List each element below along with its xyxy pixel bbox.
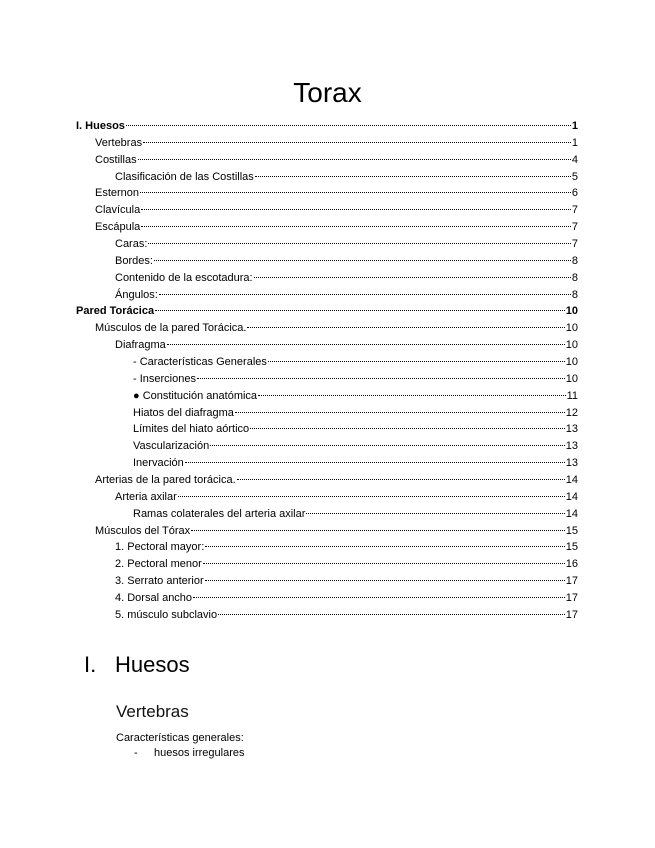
toc-entry-page: 14 <box>565 507 578 520</box>
toc-entry-page: 6 <box>571 187 578 200</box>
toc-entry-page: 11 <box>566 389 578 402</box>
toc-dot-leader <box>258 395 566 396</box>
section-heading <box>84 651 190 679</box>
toc-entry-page: 15 <box>565 541 578 554</box>
toc-dot-leader <box>178 496 565 497</box>
toc-entry-label: - Inserciones <box>133 372 196 385</box>
toc-entry-label: 4. Dorsal ancho <box>115 592 193 605</box>
toc-dot-leader <box>250 428 565 429</box>
toc-entry[interactable] <box>76 489 578 506</box>
toc-dot-leader <box>268 361 565 362</box>
toc-entry-label: Pared Torácica <box>76 305 155 318</box>
toc-entry[interactable] <box>76 253 578 270</box>
toc-entry[interactable] <box>76 438 578 455</box>
toc-entry-label: Diafragma <box>115 339 166 352</box>
table-of-contents <box>76 118 578 624</box>
toc-dot-leader <box>205 546 564 547</box>
toc-entry[interactable] <box>76 337 578 354</box>
toc-dot-leader <box>235 412 565 413</box>
toc-entry-page: 4 <box>571 153 578 166</box>
toc-entry-label: Músculos de la pared Torácica. <box>95 322 247 335</box>
toc-dot-leader <box>138 159 571 160</box>
toc-entry-page: 7 <box>571 238 578 251</box>
toc-entry-page: 16 <box>565 558 578 571</box>
toc-entry[interactable] <box>76 185 578 202</box>
bullet-text: huesos irregulares <box>154 747 245 759</box>
toc-entry-label: 2. Pectoral menor <box>115 558 202 571</box>
toc-dot-leader <box>191 530 565 531</box>
toc-entry-page: 14 <box>565 474 578 487</box>
toc-entry-page: 10 <box>565 305 578 318</box>
toc-entry-label: Vascularización <box>133 440 210 453</box>
toc-entry-page: 10 <box>565 356 578 369</box>
toc-entry-label: Inervación <box>133 457 184 470</box>
toc-dot-leader <box>306 513 564 514</box>
toc-dot-leader <box>143 142 571 143</box>
toc-entry-label: Clasificación de las Costillas <box>115 170 254 183</box>
toc-entry[interactable] <box>76 590 578 607</box>
toc-entry[interactable] <box>76 556 578 573</box>
toc-entry-label: Vertebras <box>95 136 143 149</box>
toc-dot-leader <box>140 192 571 193</box>
toc-entry[interactable] <box>76 573 578 590</box>
toc-dot-leader <box>159 294 571 295</box>
toc-entry-label: 5. músculo subclavio <box>115 608 218 621</box>
toc-entry-page: 15 <box>565 524 578 537</box>
toc-dot-leader <box>141 209 571 210</box>
toc-entry[interactable] <box>76 455 578 472</box>
toc-dot-leader <box>254 277 571 278</box>
toc-entry-label: Ramas colaterales del arteria axilar <box>133 507 306 520</box>
toc-entry-page: 1 <box>571 136 578 149</box>
toc-entry-page: 10 <box>565 372 578 385</box>
toc-entry[interactable] <box>76 270 578 287</box>
toc-entry[interactable] <box>76 236 578 253</box>
subsection-heading: Vertebras <box>116 702 189 721</box>
toc-dot-leader <box>247 327 564 328</box>
toc-entry-page: 17 <box>565 592 578 605</box>
toc-entry-page: 13 <box>565 423 578 436</box>
paragraph-text: Características generales: <box>116 732 244 744</box>
toc-entry-label: Ángulos: <box>115 288 158 301</box>
toc-entry[interactable] <box>76 135 578 152</box>
toc-entry-label: Arterias de la pared torácica. <box>95 474 236 487</box>
toc-dot-leader <box>148 243 570 244</box>
toc-entry-label: Músculos del Tórax <box>95 524 191 537</box>
toc-entry[interactable] <box>76 303 578 320</box>
toc-entry-label: 1. Pectoral mayor: <box>115 541 205 554</box>
toc-dot-leader <box>126 125 571 126</box>
toc-dot-leader <box>210 445 565 446</box>
toc-entry-page: 1 <box>571 120 578 132</box>
toc-entry-label: Contenido de la escotadura: <box>115 271 253 284</box>
toc-entry[interactable] <box>76 506 578 523</box>
toc-entry[interactable] <box>76 202 578 219</box>
toc-entry-page: 17 <box>565 575 578 588</box>
toc-entry-label: 3. Serrato anterior <box>115 575 204 588</box>
toc-dot-leader <box>185 462 565 463</box>
toc-entry-page: 13 <box>565 440 578 453</box>
toc-entry[interactable] <box>76 388 578 405</box>
toc-dot-leader <box>255 176 571 177</box>
bullet-mark: - <box>134 747 138 759</box>
toc-entry-label: Costillas <box>95 153 137 166</box>
toc-dot-leader <box>155 310 565 311</box>
toc-entry-page: 12 <box>565 406 578 419</box>
toc-entry-label: Arteria axilar <box>115 490 177 503</box>
toc-dot-leader <box>205 580 565 581</box>
toc-dot-leader <box>141 226 571 227</box>
toc-entry-label: Caras: <box>115 238 148 251</box>
section-number: I. <box>84 652 97 677</box>
toc-entry[interactable] <box>76 523 578 540</box>
toc-entry-page: 10 <box>565 322 578 335</box>
toc-entry[interactable] <box>76 118 578 135</box>
toc-entry[interactable] <box>76 539 578 556</box>
toc-entry[interactable] <box>76 421 578 438</box>
toc-entry-page: 14 <box>565 490 578 503</box>
toc-entry-label: Esternon <box>95 187 140 200</box>
toc-entry-page: 7 <box>571 204 578 217</box>
toc-dot-leader <box>237 479 565 480</box>
toc-entry-label: Bordes: <box>115 254 153 267</box>
toc-entry-page: 8 <box>571 288 578 301</box>
bullet-item <box>134 746 245 761</box>
toc-entry[interactable] <box>76 371 578 388</box>
toc-entry-page: 7 <box>571 221 578 234</box>
toc-entry-label: ● Constitución anatómica <box>133 389 258 402</box>
toc-entry-label: Clavícula <box>95 204 141 217</box>
toc-entry-page: 13 <box>565 457 578 470</box>
toc-dot-leader <box>193 597 565 598</box>
toc-entry[interactable] <box>76 287 578 304</box>
toc-entry-page: 8 <box>571 271 578 284</box>
document-title: Torax <box>293 77 362 108</box>
toc-entry[interactable] <box>76 320 578 337</box>
toc-entry-label: - Características Generales <box>133 356 267 369</box>
toc-entry-page: 17 <box>565 608 578 621</box>
toc-entry-page: 5 <box>571 170 578 183</box>
toc-entry-label: Escápula <box>95 221 141 234</box>
toc-dot-leader <box>167 344 565 345</box>
toc-entry[interactable] <box>76 152 578 169</box>
toc-dot-leader <box>218 614 565 615</box>
toc-entry-label: I. Huesos <box>76 120 125 132</box>
toc-entry-page: 10 <box>565 339 578 352</box>
toc-entry-label: Límites del hiato aórtico <box>133 423 250 436</box>
toc-entry-page: 8 <box>571 254 578 267</box>
toc-entry[interactable] <box>76 219 578 236</box>
toc-dot-leader <box>203 563 565 564</box>
toc-entry[interactable] <box>76 169 578 186</box>
toc-entry[interactable] <box>76 405 578 422</box>
toc-entry-label: Hiatos del diafragma <box>133 406 234 419</box>
toc-dot-leader <box>197 378 565 379</box>
toc-entry[interactable] <box>76 607 578 624</box>
toc-entry[interactable] <box>76 472 578 489</box>
toc-entry[interactable] <box>76 354 578 371</box>
section-title: Huesos <box>115 652 190 677</box>
toc-dot-leader <box>154 260 571 261</box>
